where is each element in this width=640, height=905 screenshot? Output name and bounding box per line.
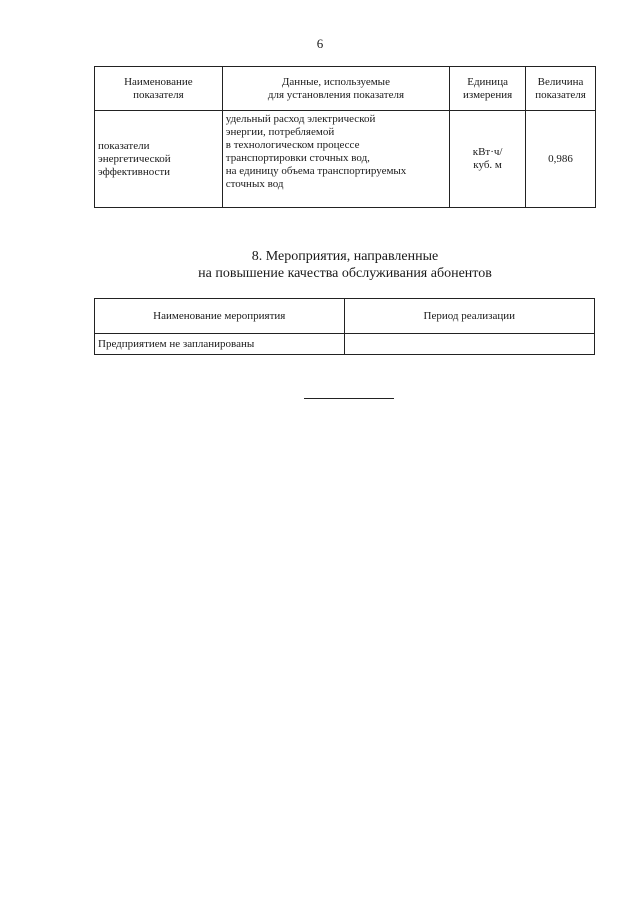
- indicator-value-cell: 0,986: [526, 111, 596, 208]
- measures-header-row: [95, 299, 595, 334]
- header-indicator-name: Наименование показателя: [95, 67, 223, 111]
- measure-period-cell: [344, 334, 594, 355]
- header-measure-name: Наименование мероприятия: [95, 299, 345, 334]
- indicators-table: [94, 66, 596, 208]
- section-heading: [0, 248, 640, 282]
- section-title-line-1: 8. Мероприятия, направленные: [251, 249, 439, 264]
- header-data-used: Данные, используемые для установления показателя: [222, 67, 449, 111]
- measures-table: [94, 298, 595, 355]
- indicator-name-cell: показатели энергетической эффективности: [95, 111, 223, 208]
- header-period: Период реализации: [344, 299, 594, 334]
- measure-name-cell: Предприятием не запланированы: [95, 334, 345, 355]
- indicator-data-cell: удельный расход электрической энергии, потребляемой в технологическом процессе транспортировки сточных вод, на единицу объема транспортируемых сточных вод: [222, 111, 449, 208]
- header-value: Величина показателя: [526, 67, 596, 111]
- end-divider: [304, 398, 394, 399]
- indicator-unit-cell: кВт·ч/ куб. м: [450, 111, 526, 208]
- table-row: [95, 111, 596, 208]
- page-number: 6: [316, 36, 324, 51]
- indicators-header-row: [95, 67, 596, 111]
- table-row: [95, 334, 595, 355]
- header-unit: Единица измерения: [450, 67, 526, 111]
- section-title-line-2: на повышение качества обслуживания абонентов: [198, 266, 492, 281]
